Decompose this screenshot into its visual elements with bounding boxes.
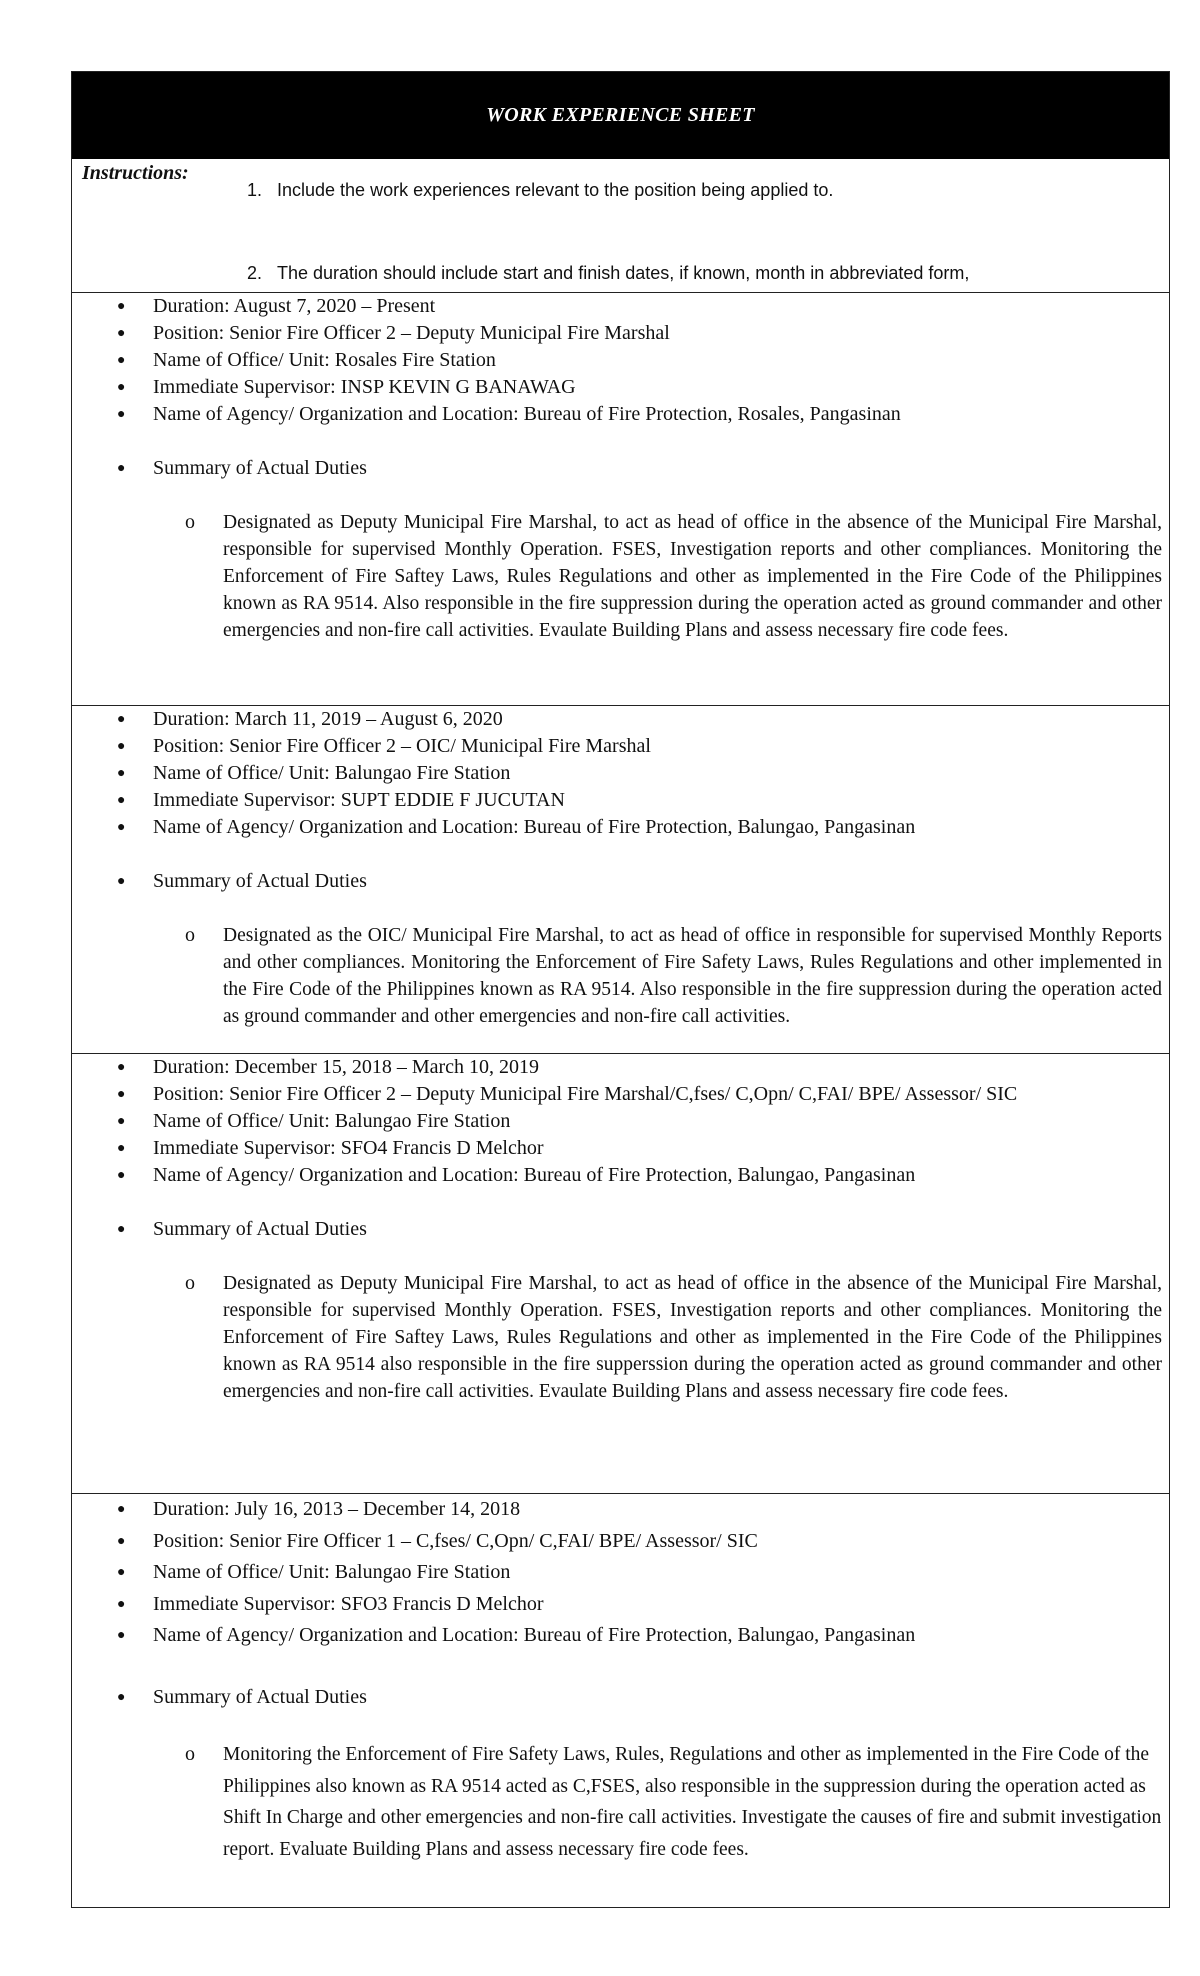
agency-row (72, 814, 1169, 841)
agency-label: Name of Agency/ Organization and Location: (153, 1164, 519, 1186)
sheet-title: WORK EXPERIENCE SHEET (486, 104, 755, 126)
summary-label: Summary of Actual Duties (153, 870, 367, 892)
duration-row (72, 1054, 1169, 1081)
agency-label: Name of Agency/ Organization and Location: (153, 816, 519, 838)
duties-text: Designated as Deputy Municipal Fire Marshal, to act as head of office in the absence of the Municipal Fire Marshal, responsible for supervised Monthly Operation. FSES, Investigation reports and other compliances. Monitoring the Enforcement of Fire Saftey Laws, Rules Regulations and other as implemented in the Fire Code of the Philippines known as RA 9514 also responsible in the fire supperssion during the operation acted as ground commander and other emergencies and non-fire call activities. Evaulate Building Plans and assess necessary fire code fees. (223, 1273, 1162, 1402)
bullet-icon: ● (117, 1087, 126, 1102)
duties-text: Designated as Deputy Municipal Fire Marshal, to act as head of office in the absence of the Municipal Fire Marshal, responsible for supervised Monthly Operation. FSES, Investigation reports and other compliances. Monitoring the Enforcement of Fire Saftey Laws, Rules Regulations and other as implemented in the Fire Code of the Philippines known as RA 9514. Also responsible in the fire suppression during the operation acted as ground commander and other emergencies and non-fire call activities. Evaulate Building Plans and assess necessary fire code fees. (223, 512, 1162, 641)
summary-row (72, 1216, 1169, 1243)
bullet-icon: ● (117, 461, 126, 476)
instructions-label: Instructions: (82, 162, 189, 184)
duration-value: August 7, 2020 – Present (233, 295, 436, 317)
bullet-icon: ● (117, 1114, 126, 1129)
duties-item (72, 509, 1169, 644)
duration-row (72, 1494, 1169, 1526)
work-experience-sheet (71, 71, 1170, 1908)
supervisor-label: Immediate Supervisor: (153, 1592, 336, 1615)
bullet-icon: ● (117, 739, 126, 754)
duration-value: March 11, 2019 – August 6, 2020 (234, 708, 503, 730)
office-value: Balungao Fire Station (334, 762, 511, 784)
agency-value: Bureau of Fire Protection, Balungao, Pangasinan (523, 1624, 916, 1646)
bullet-icon: ● (117, 1502, 126, 1517)
office-value: Rosales Fire Station (334, 349, 496, 371)
bullet-icon: ● (117, 1060, 126, 1075)
agency-value: Bureau of Fire Protection, Rosales, Pangasinan (523, 403, 901, 425)
bullet-icon: ● (117, 1222, 126, 1237)
summary-row (72, 455, 1169, 482)
circle-bullet-icon: o (185, 924, 195, 946)
office-label: Name of Office/ Unit: (153, 1561, 330, 1583)
bullet-icon: ● (117, 1141, 126, 1156)
duties-text: Monitoring the Enforcement of Fire Safety Laws, Rules, Regulations and other as implemented in the Fire Code of the Philippines also known as RA 9514 acted as C,FSES, also responsible in the suppression during the operation acted as Shift In Charge and other emergencies and non-fire call activities. Investigate the causes of fire and submit investigation report. Evaluate Building Plans and assess necessary fire code fees. (223, 1744, 1162, 1860)
position-value: Senior Fire Officer 1 – C,fses/ C,Opn/ C,FAI/ BPE/ Assessor/ SIC (229, 1529, 758, 1552)
bullet-icon: ● (117, 1596, 126, 1612)
bullet-icon: ● (117, 1168, 126, 1183)
experience-entry (72, 706, 1169, 1054)
supervisor-row (72, 1135, 1169, 1162)
position-label: Position: (153, 735, 225, 757)
bullet-icon: ● (117, 299, 126, 314)
circle-bullet-icon: o (185, 1743, 195, 1765)
title-bar (72, 72, 1169, 159)
bullet-icon: ● (117, 712, 126, 727)
office-label: Name of Office/ Unit: (153, 1110, 330, 1132)
duties-item (72, 1270, 1169, 1405)
duration-row (72, 706, 1169, 733)
experience-entry (72, 293, 1169, 706)
bullet-icon: ● (117, 326, 126, 341)
office-row (72, 1108, 1169, 1135)
experience-entry (72, 1054, 1169, 1494)
duration-value: December 15, 2018 – March 10, 2019 (234, 1056, 540, 1078)
summary-label: Summary of Actual Duties (153, 457, 367, 479)
office-label: Name of Office/ Unit: (153, 762, 330, 784)
office-label: Name of Office/ Unit: (153, 349, 330, 371)
agency-value: Bureau of Fire Protection, Balungao, Pangasinan (523, 1164, 916, 1186)
instruction-number: 1. (247, 180, 263, 200)
office-row (72, 1557, 1169, 1589)
position-value: Senior Fire Officer 2 – OIC/ Municipal Fire Marshal (229, 735, 651, 757)
position-row (72, 1526, 1169, 1558)
supervisor-value: INSP KEVIN G BANAWAG (340, 376, 576, 398)
position-value: Senior Fire Officer 2 – Deputy Municipal Fire Marshal/C,fses/ C,Opn/ C,FAI/ BPE/ Assessor/ SIC (229, 1083, 1018, 1105)
supervisor-value: SFO4 Francis D Melchor (340, 1137, 544, 1159)
bullet-icon: ● (117, 353, 126, 368)
duties-item (72, 1739, 1169, 1865)
office-value: Balungao Fire Station (334, 1561, 511, 1583)
supervisor-value: SFO3 Francis D Melchor (340, 1592, 544, 1615)
supervisor-label: Immediate Supervisor: (153, 789, 336, 811)
summary-row (72, 868, 1169, 895)
supervisor-row (72, 1589, 1169, 1621)
duration-value: July 16, 2013 – December 14, 2018 (234, 1498, 521, 1520)
instruction-item (247, 180, 833, 201)
supervisor-value: SUPT EDDIE F JUCUTAN (340, 789, 565, 811)
summary-row (72, 1682, 1169, 1714)
position-label: Position: (153, 322, 225, 344)
agency-row (72, 401, 1169, 428)
supervisor-row (72, 374, 1169, 401)
circle-bullet-icon: o (185, 1272, 195, 1294)
bullet-icon: ● (117, 380, 126, 395)
instruction-text: Include the work experiences relevant to the position being applied to. (277, 180, 834, 200)
office-row (72, 347, 1169, 374)
bullet-icon: ● (117, 1533, 126, 1549)
position-row (72, 733, 1169, 760)
position-row (72, 1081, 1169, 1108)
duration-label: Duration: (153, 1498, 230, 1520)
position-label: Position: (153, 1083, 225, 1105)
bullet-icon: ● (117, 766, 126, 781)
supervisor-label: Immediate Supervisor: (153, 1137, 336, 1159)
duration-label: Duration: (153, 295, 230, 317)
position-value: Senior Fire Officer 2 – Deputy Municipal Fire Marshal (229, 322, 670, 344)
supervisor-row (72, 787, 1169, 814)
duties-item (72, 922, 1169, 1030)
duration-label: Duration: (153, 1056, 230, 1078)
office-row (72, 760, 1169, 787)
bullet-icon: ● (117, 874, 126, 889)
agency-label: Name of Agency/ Organization and Location: (153, 403, 519, 425)
instruction-text: The duration should include start and finish dates, if known, month in abbreviated form, (277, 263, 970, 283)
duration-row (72, 293, 1169, 320)
duration-label: Duration: (153, 708, 230, 730)
bullet-icon: ● (117, 793, 126, 808)
agency-row (72, 1620, 1169, 1652)
summary-label: Summary of Actual Duties (153, 1685, 367, 1708)
bullet-icon: ● (117, 1628, 126, 1643)
bullet-icon: ● (117, 1565, 126, 1580)
supervisor-label: Immediate Supervisor: (153, 376, 336, 398)
bullet-icon: ● (117, 820, 126, 835)
agency-row (72, 1162, 1169, 1189)
agency-label: Name of Agency/ Organization and Location: (153, 1624, 519, 1646)
circle-bullet-icon: o (185, 511, 195, 533)
bullet-icon: ● (117, 407, 126, 422)
agency-value: Bureau of Fire Protection, Balungao, Pangasinan (523, 816, 916, 838)
position-row (72, 320, 1169, 347)
bullet-icon: ● (117, 1689, 126, 1705)
summary-label: Summary of Actual Duties (153, 1218, 367, 1240)
office-value: Balungao Fire Station (334, 1110, 511, 1132)
experience-entry (72, 1494, 1169, 1907)
instruction-number: 2. (247, 263, 263, 283)
instruction-item (247, 263, 969, 284)
duties-text: Designated as the OIC/ Municipal Fire Marshal, to act as head of office in responsible for supervised Monthly Reports and other compliances. Monitoring the Enforcement of Fire Safety Laws, Rules Regulations and other implemented in the Fire Code of the Philippines known as RA 9514. Also responsible in the fire suppression during the operation acted as ground commander and other emergencies and non-fire call activities. (223, 925, 1162, 1027)
position-label: Position: (153, 1529, 225, 1552)
instructions-section (72, 159, 1169, 293)
